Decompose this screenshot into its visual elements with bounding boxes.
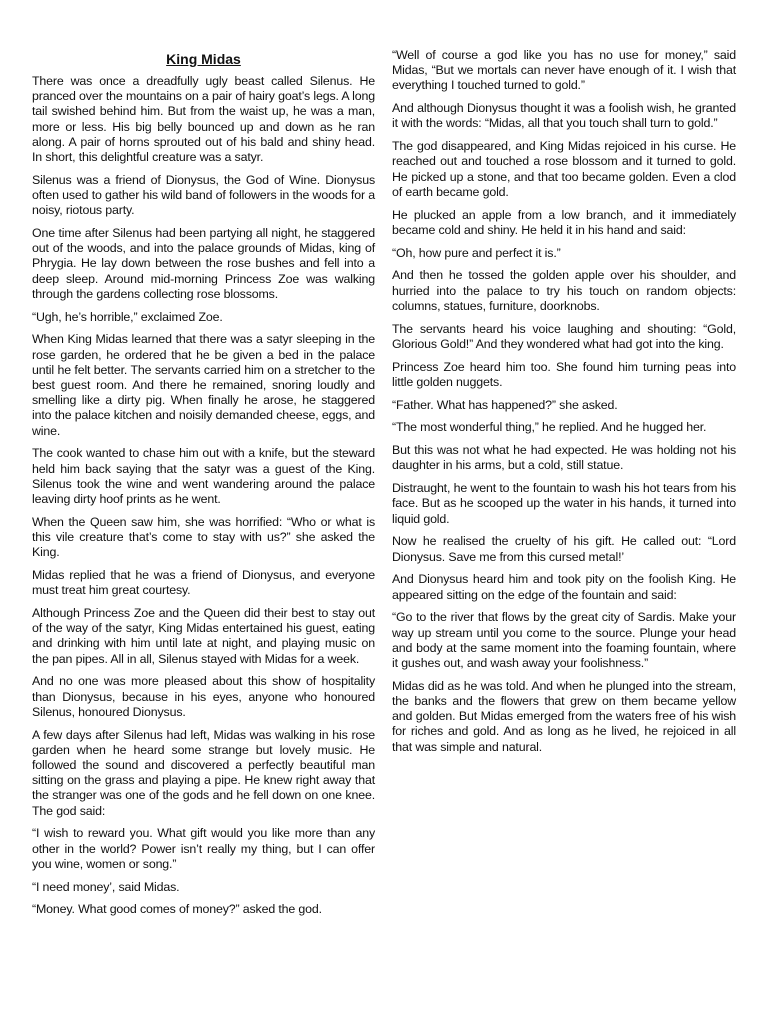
paragraph: The god disappeared, and King Midas rejoiced in his curse. He reached out and touched a rose blossom and it turned to gold. He picked up a stone, and that too became golden. Even a clod of earth became gold. <box>392 139 736 199</box>
paragraph: But this was not what he had expected. He was holding not his daughter in his arms, but a cold, still statue. <box>392 443 736 473</box>
paragraph: “Ugh, he’s horrible,” exclaimed Zoe. <box>32 309 223 324</box>
paragraph: And then he tossed the golden apple over his shoulder, and hurried into the palace to try his touch on random objects: columns, statues, furniture, doorknobs. <box>392 268 736 313</box>
paragraph: The cook wanted to chase him out with a knife, but the steward held him back saying that the satyr was a guest of the King. Silenus took the wine and went wandering around the palace leaving dirty hoof prints as he went. <box>32 446 375 507</box>
paragraph: When the Queen saw him, she was horrified: “Who or what is this vile creature that’s come to stay with us?” she asked the King. <box>32 514 375 560</box>
document-title: King Midas <box>166 51 241 67</box>
paragraph: Princess Zoe heard him too. She found him turning peas into little golden nuggets. <box>392 359 736 389</box>
right-column <box>392 48 736 762</box>
paragraph: “Oh, how pure and perfect it is.” <box>392 245 561 260</box>
paragraph: Although Princess Zoe and the Queen did their best to stay out of the way of the satyr, King Midas entertained his guest, eating and drinking with him until late at night, and playing music on the pan pipes. All in all, Silenus stayed with Midas for a week. <box>32 606 375 666</box>
paragraph: “I need money’, said Midas. <box>32 879 180 894</box>
paragraph: He plucked an apple from a low branch, and it immediately became cold and shiny. He held it in his hand and said: <box>392 207 736 237</box>
paragraph: “Money. What good comes of money?” asked the god. <box>32 902 322 917</box>
paragraph: There was once a dreadfully ugly beast called Silenus. He pranced over the mountains on a pair of hairy goat’s legs. A long tail swished behind him. But from the waist up, he was a man, more or less. His big belly bounced up and down as he ran along. A pair of horns sprouted out of his bald and shiny head. In short, this delightful creature was a satyr. <box>32 74 375 165</box>
paragraph: A few days after Silenus had left, Midas was walking in his rose garden when he heard some strange but lovely music. He followed the sound and discovered a perfectly beautiful man sitting on the grass and playing a pipe. He knew right away that the stranger was one of the gods and he fell down on one knee. The god said: <box>32 727 375 818</box>
paragraph: “I wish to reward you. What gift would you like more than any other in the world? Power isn’t really my thing, but I can offer you wine, women or song.” <box>32 826 375 871</box>
paragraph: “Well of course a god like you has no use for money,” said Midas, “But we mortals can never have enough of it. I wish that everything I touched turned to gold.” <box>392 48 736 93</box>
paragraph: “Father. What has happened?” she asked. <box>392 397 618 412</box>
paragraph: “The most wonderful thing,” he replied. And he hugged her. <box>392 420 707 435</box>
paragraph: “Go to the river that flows by the great city of Sardis. Make your way up stream until you come to the source. Plunge your head and body at the same moment into the foaming fountain, where it gushes out, and wash away your foolishness.” <box>392 610 736 671</box>
paragraph: Distraught, he went to the fountain to wash his hot tears from his face. But as he scooped up the water in his hands, it turned into liquid gold. <box>392 481 736 526</box>
paragraph: Silenus was a friend of Dionysus, the God of Wine. Dionysus often used to gather his wild band of followers in the woods for a noisy, riotous party. <box>32 172 375 218</box>
paragraph: And Dionysus heard him and took pity on the foolish King. He appeared sitting on the edge of the fountain and said: <box>392 572 736 602</box>
paragraph: The servants heard his voice laughing and shouting: “Gold, Glorious Gold!” And they wondered what had got into the king. <box>392 321 736 351</box>
paragraph: And although Dionysus thought it was a foolish wish, he granted it with the words: “Midas, all that you touch shall turn to gold.” <box>392 101 736 131</box>
paragraph: Now he realised the cruelty of his gift. He called out: “Lord Dionysus. Save me from this cursed metal!’ <box>392 534 736 564</box>
paragraph: When King Midas learned that there was a satyr sleeping in the rose garden, he ordered that he be given a bed in the palace until he felt better. The servants carried him on a stretcher to the best guest room. And there he remained, snoring loudly and smelling like a dirty pig. When finally he arose, he staggered into the palace kitchen and noisily demanded cheese, eggs, and wine. <box>32 332 375 438</box>
left-column <box>32 50 375 925</box>
paragraph: And no one was more pleased about this show of hospitality than Dionysus, because in his eyes, anyone who honoured Silenus, honoured Dionysus. <box>32 674 375 719</box>
paragraph: Midas replied that he was a friend of Dionysus, and everyone must treat him great courtesy. <box>32 568 375 598</box>
paragraph: Midas did as he was told. And when he plunged into the stream, the banks and the flowers that grew on them became yellow and golden. But Midas emerged from the waters free of his wish for riches and gold. And as long as he lived, he rejoiced in all that was simple and natural. <box>392 678 736 754</box>
paragraph: One time after Silenus had been partying all night, he staggered out of the woods, and into the palace grounds of Midas, king of Phrygia. He lay down between the rose bushes and fell into a deep sleep. Around mid-morning Princess Zoe was walking through the gardens collecting rose blossoms. <box>32 226 375 301</box>
